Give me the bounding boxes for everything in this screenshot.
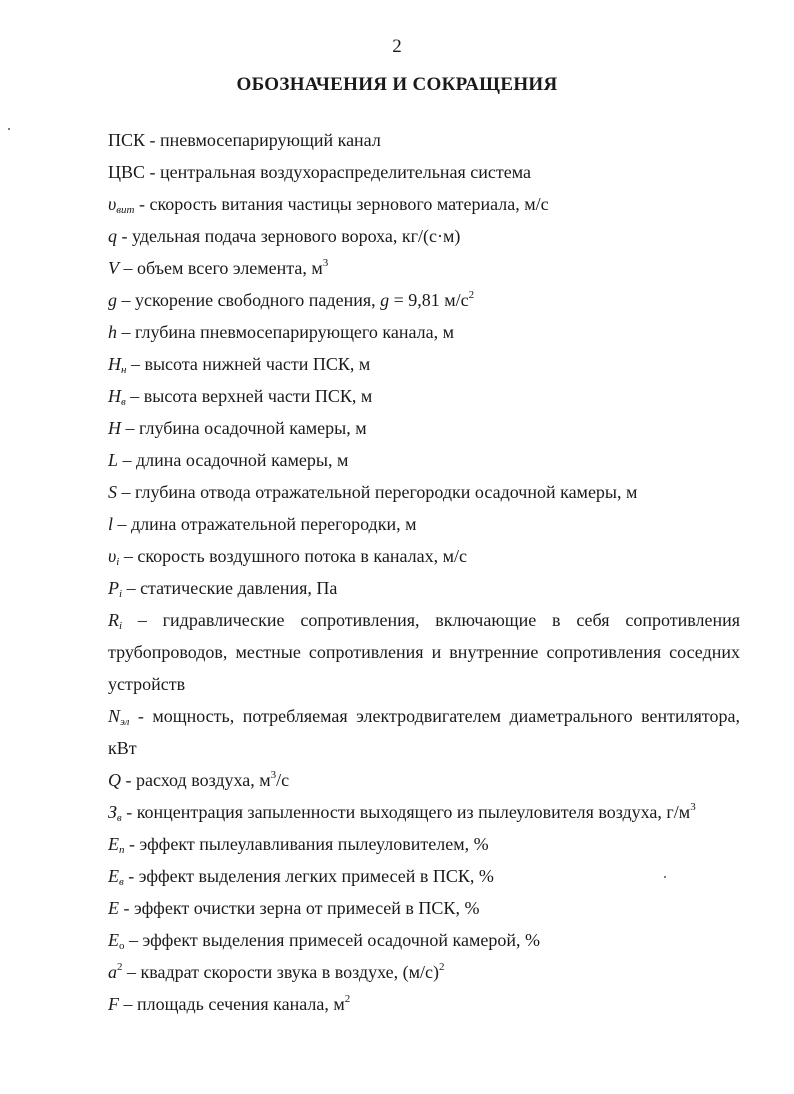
abbreviation-entry: [108, 380, 740, 412]
abbreviation-entry: [108, 956, 740, 988]
entry-symbol-subscript: п: [119, 844, 125, 856]
entry-description: высота нижней части ПСК, м: [144, 354, 371, 374]
entry-symbol: R: [108, 610, 119, 630]
entry-separator: –: [122, 578, 141, 598]
entry-symbol-subscript: в: [121, 396, 126, 408]
entry-separator: –: [124, 930, 143, 950]
entry-symbol: H: [108, 418, 121, 438]
entry-separator: –: [122, 962, 141, 982]
entry-symbol-subscript: i: [116, 556, 120, 568]
entry-symbol: υ: [108, 194, 117, 214]
entry-separator: -: [145, 130, 161, 150]
entry-symbol: g: [108, 290, 117, 310]
entry-symbol: H: [108, 354, 121, 374]
abbreviation-entry: [108, 764, 740, 796]
entry-separator: –: [117, 290, 135, 310]
entry-description: эффект очистки зерна от примесей в ПСК, %: [134, 898, 480, 918]
entry-equation-symbol: g: [380, 290, 390, 310]
entry-symbol: a: [108, 962, 117, 982]
entry-description: ускорение свободного падения,: [135, 290, 381, 310]
entry-symbol: V: [108, 258, 119, 278]
entry-equation-value: = 9,81 м/с: [389, 290, 469, 310]
entry-symbol: F: [108, 994, 119, 1014]
abbreviation-entry: [108, 572, 740, 604]
entry-description: мощность, потребляемая электродвигателем диаметрального вентилятора, кВт: [108, 706, 740, 758]
entry-description: центральная воздухораспределительная система: [160, 162, 532, 182]
abbreviation-entry: [108, 316, 740, 348]
entry-description: концентрация запыленности выходящего из пылеуловителя воздуха, г/м: [136, 802, 691, 822]
scan-speck: [8, 128, 10, 130]
entry-separator: –: [117, 482, 135, 502]
entry-unit-tail: /с: [276, 770, 290, 790]
abbreviation-entry: [108, 988, 740, 1020]
entry-symbol-subscript: i: [119, 588, 123, 600]
entry-separator: –: [121, 418, 139, 438]
scan-speck: [664, 876, 666, 878]
abbreviation-entry: [108, 124, 740, 156]
entry-separator: –: [117, 322, 135, 342]
entry-separator: –: [119, 258, 137, 278]
entry-description: статические давления, Па: [140, 578, 338, 598]
abbreviation-entry: [108, 476, 740, 508]
entry-symbol: l: [108, 514, 114, 534]
entry-description: квадрат скорости звука в воздухе, (м/с): [140, 962, 439, 982]
entry-separator: –: [113, 514, 132, 534]
entry-equation-superscript: 2: [468, 289, 475, 301]
abbreviation-entry: [108, 700, 740, 764]
entry-symbol: ПСК: [108, 130, 146, 150]
entry-separator: -: [121, 802, 137, 822]
entry-symbol: S: [108, 482, 117, 502]
entry-description: длина отражательной перегородки, м: [131, 514, 417, 534]
entry-symbol: P: [108, 578, 119, 598]
entry-symbol: N: [108, 706, 121, 726]
entry-symbol: E: [108, 930, 119, 950]
entry-separator: –: [126, 354, 145, 374]
abbreviation-entry: [108, 540, 740, 572]
entry-separator: -: [117, 226, 132, 246]
entry-description: скорость витания частицы зернового материала, м/с: [149, 194, 549, 214]
entry-description: гидравлические сопротивления, включающие в себя сопротивления трубопроводов, местные сопротивления и внутренние сопротивления соседних устройств: [108, 610, 740, 694]
entry-description: глубина отвода отражательной перегородки осадочной камеры, м: [135, 482, 638, 502]
entry-description: глубина пневмосепарирующего канала, м: [135, 322, 454, 342]
entry-separator: -: [121, 770, 136, 790]
entry-unit-superscript: 3: [270, 769, 277, 781]
entry-separator: -: [129, 706, 153, 726]
entry-symbol-superscript: 2: [117, 961, 123, 973]
entry-symbol: q: [108, 226, 117, 246]
entry-symbol: ЦВС: [108, 162, 146, 182]
entry-symbol: υ: [108, 546, 117, 566]
entry-description: пневмосепарирующий канал: [160, 130, 381, 150]
entry-symbol: H: [108, 386, 121, 406]
entry-separator: –: [125, 386, 144, 406]
entry-unit-superscript: 2: [344, 993, 351, 1005]
abbreviation-entry: [108, 252, 740, 284]
entry-symbol: E: [108, 866, 119, 886]
entry-unit-superscript: 3: [690, 801, 696, 813]
entry-description: скорость воздушного потока в каналах, м/с: [137, 546, 467, 566]
entry-separator: –: [118, 450, 137, 470]
entry-description: объем всего элемента, м: [137, 258, 323, 278]
entry-separator: -: [145, 162, 161, 182]
abbreviation-entry: [108, 860, 740, 892]
entry-symbol: E: [108, 898, 119, 918]
entry-description: высота верхней части ПСК, м: [143, 386, 373, 406]
entry-separator: -: [123, 866, 139, 886]
entry-symbol-subscript: i: [119, 620, 123, 632]
entry-symbol-subscript: н: [121, 364, 127, 376]
entry-symbol-subscript: о: [119, 940, 125, 952]
entry-symbol-subscript: вит: [116, 204, 135, 216]
abbreviation-entry: [108, 348, 740, 380]
entry-separator: –: [122, 610, 163, 630]
entry-description: удельная подача зернового вороха, кг/(с·м): [132, 226, 461, 246]
abbreviation-entry: [108, 604, 740, 700]
entry-symbol: Q: [108, 770, 121, 790]
entry-separator: –: [119, 994, 137, 1014]
entry-separator: -: [119, 898, 134, 918]
entry-description: глубина осадочной камеры, м: [139, 418, 367, 438]
abbreviation-entry: [108, 412, 740, 444]
entry-separator: –: [119, 546, 138, 566]
entry-description: эффект выделения легких примесей в ПСК, %: [138, 866, 494, 886]
page-number: 2: [392, 36, 402, 57]
entry-symbol: E: [108, 834, 119, 854]
entry-symbol-subscript: в: [119, 876, 124, 888]
entry-description: площадь сечения канала, м: [137, 994, 345, 1014]
abbreviation-entry: [108, 444, 740, 476]
entry-description: длина осадочной камеры, м: [136, 450, 349, 470]
entry-description: эффект пылеулавливания пылеуловителем, %: [139, 834, 489, 854]
entry-separator: -: [134, 194, 150, 214]
abbreviation-entry: [108, 892, 740, 924]
entry-separator: -: [124, 834, 140, 854]
entry-symbol: L: [108, 450, 119, 470]
abbreviation-list: [108, 124, 740, 1020]
abbreviation-entry: [108, 284, 740, 316]
entry-unit-superscript: 3: [322, 257, 329, 269]
entry-symbol: З: [108, 802, 117, 822]
abbreviation-entry: [108, 924, 740, 956]
abbreviation-entry: [108, 188, 740, 220]
entry-symbol: h: [108, 322, 117, 342]
entry-description: эффект выделения примесей осадочной камерой, %: [142, 930, 541, 950]
entry-symbol-subscript: в: [116, 812, 122, 824]
entry-unit-superscript: 2: [439, 961, 445, 973]
abbreviation-entry: [108, 156, 740, 188]
page-title: ОБОЗНАЧЕНИЯ И СОКРАЩЕНИЯ: [236, 74, 558, 95]
abbreviation-entry: [108, 796, 740, 828]
abbreviation-entry: [108, 220, 740, 252]
entry-description: расход воздуха, м: [136, 770, 271, 790]
abbreviation-entry: [108, 828, 740, 860]
entry-symbol-subscript: эл: [120, 716, 130, 728]
abbreviation-entry: [108, 508, 740, 540]
